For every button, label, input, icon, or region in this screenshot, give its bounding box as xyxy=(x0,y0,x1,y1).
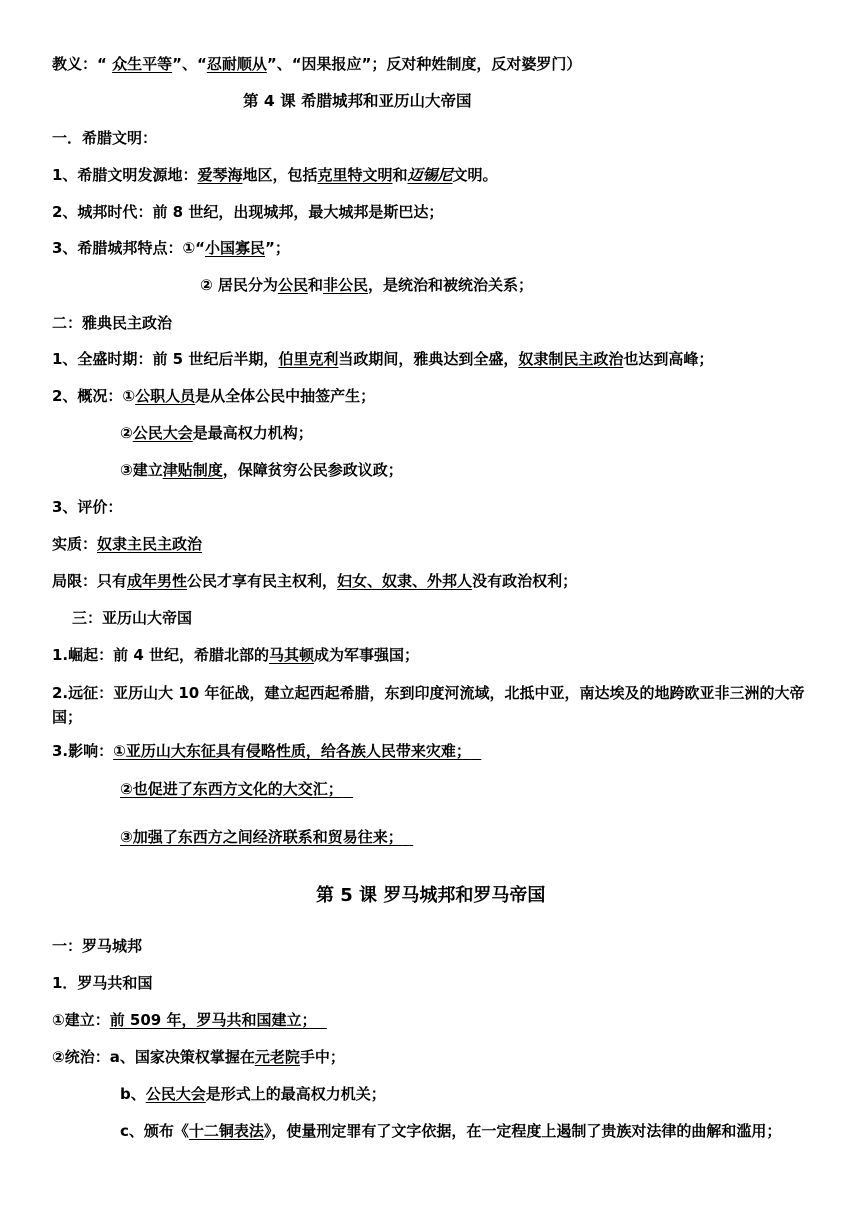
key-term: 众生平等 xyxy=(112,55,173,73)
section-heading-athenian-democracy: 二：雅典民主政治 xyxy=(52,314,173,332)
republic-establishment: ①建立：前 509 年，罗马共和国建立； xyxy=(52,1011,317,1029)
key-term: 伯里克利 xyxy=(278,350,339,368)
key-term: 奴隶制民主政治 xyxy=(518,350,624,368)
point-2-city-state-era: 2、城邦时代：前 8 世纪，出现城邦，最大城邦是斯巴达； xyxy=(52,203,444,221)
key-term: 克里特文明 xyxy=(317,166,393,184)
lesson-4-title: 第 4 课 希腊城邦和亚历山大帝国 xyxy=(243,92,472,110)
key-term: ①亚历山大东征具有侵略性质，给各族人民带来灾难； xyxy=(113,742,471,760)
republic-rule-a: ②统治：a、国家决策权掌握在元老院手中； xyxy=(52,1048,345,1066)
point-3-evaluation: 3、评价： xyxy=(52,498,123,516)
doctrine-line: 教义：“ 众生平等”、“忍耐顺从”、“因果报应”；反对种姓制度，反对婆罗门） xyxy=(52,55,582,73)
key-term: 公职人员 xyxy=(135,387,196,405)
point-2-expedition: 2.远征：亚历山大 10 年征战，建立起西起希腊，东到印度河流域，北抵中亚，南达埃及的地跨欧亚非三洲的大帝国； xyxy=(52,684,805,726)
key-term: 公民大会 xyxy=(145,1085,206,1103)
overview-item-2: ②公民大会是最高权力机构； xyxy=(120,424,313,442)
key-term: 津贴制度 xyxy=(162,461,223,479)
key-term: 十二铜表法 xyxy=(188,1122,264,1140)
republic-rule-b: b、公民大会是形式上的最高权力机关； xyxy=(120,1085,386,1103)
key-term: 妇女、奴隶、外邦人 xyxy=(337,572,473,590)
key-term: ③加强了东西方之间经济联系和贸易往来； xyxy=(120,828,403,846)
key-term: ②也促进了东西方文化的大交汇； xyxy=(120,780,343,798)
section-heading-alexander-empire: 三：亚历山大帝国 xyxy=(72,609,193,627)
republic-rule-c: c、颁布《十二铜表法》，使量刑定罪有了文字依据，在一定程度上遏制了贵族对法律的曲解和滥用； xyxy=(120,1122,782,1140)
point-1-heyday: 1、全盛时期：前 5 世纪后半期，伯里克利当政期间，雅典达到全盛，奴隶制民主政治也达到高峰； xyxy=(52,350,714,368)
point-3-feature-2: ② 居民分为公民和非公民，是统治和被统治关系； xyxy=(200,276,533,294)
key-term: 奴隶主民主政治 xyxy=(97,535,203,553)
impact-item-3 xyxy=(120,826,413,848)
point-3-impact: 3.影响：①亚历山大东征具有侵略性质，给各族人民带来灾难； xyxy=(52,742,471,760)
key-term: 前 509 年，罗马共和国建立； xyxy=(109,1011,317,1029)
key-term: 小国寡民 xyxy=(205,239,266,257)
point-3-features: 3、希腊城邦特点：①“小国寡民”； xyxy=(52,239,290,257)
evaluation-limitation: 局限：只有成年男性公民才享有民主权利，妇女、奴隶、外邦人没有政治权利； xyxy=(52,572,578,590)
section-heading-roman-city-state: 一：罗马城邦 xyxy=(52,937,143,955)
point-1-origin: 1、希腊文明发源地：爱琴海地区，包括克里特文明和迈锡尼文明。 xyxy=(52,166,498,184)
key-term: 非公民 xyxy=(322,276,368,294)
point-1-rise: 1.崛起：前 4 世纪，希腊北部的马其顿成为军事强国； xyxy=(52,646,420,664)
subheading-roman-republic: 1．罗马共和国 xyxy=(52,974,153,992)
point-2-overview: 2、概况：①公职人员是从全体公民中抽签产生； xyxy=(52,387,376,405)
overview-item-3: ③建立津贴制度，保障贫穷公民参政议政； xyxy=(120,461,403,479)
impact-item-2 xyxy=(120,778,353,800)
key-term: 公民大会 xyxy=(132,424,193,442)
key-term: 成年男性 xyxy=(127,572,188,590)
evaluation-essence: 实质：奴隶主民主政治 xyxy=(52,535,203,553)
key-term: 迈锡尼 xyxy=(407,166,453,184)
key-term: 爱琴海 xyxy=(197,166,243,184)
key-term: 公民 xyxy=(277,276,308,294)
key-term: 马其顿 xyxy=(269,646,315,664)
key-term: 元老院 xyxy=(254,1048,300,1066)
section-heading-greek-civilization: 一．希腊文明： xyxy=(52,129,158,147)
key-term: 忍耐顺从 xyxy=(206,55,267,73)
lesson-5-title: 第 5 课 罗马城邦和罗马帝国 xyxy=(316,885,546,906)
